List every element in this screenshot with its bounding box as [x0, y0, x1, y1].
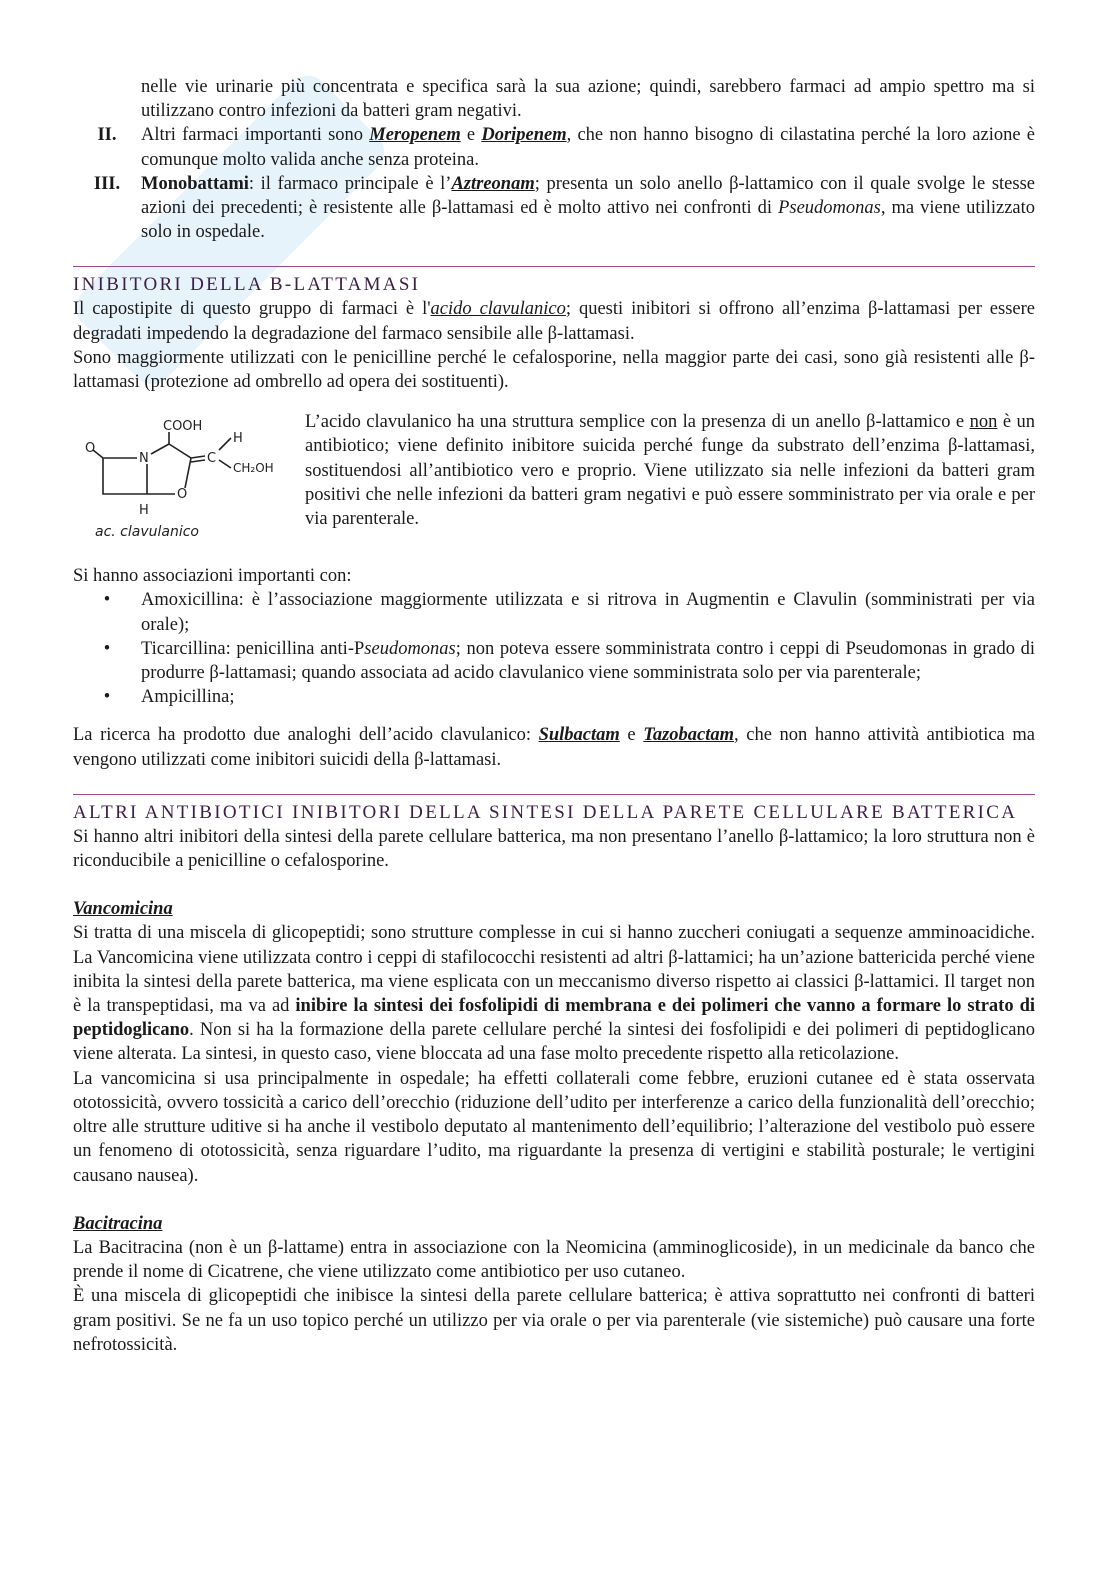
paragraph: La vancomicina si usa principalmente in ospedale; ha effetti collaterali come febbre, eruzioni cutanee ed è stata osservata ototossicità, ovvero tossicità a carico dell’orecchio (riduzione dell’udito per interferenze a carico della funzionalità dell’orecchio; oltre alle strutture uditive si ha anche il vestibolo deputato al mantenimento dell’equilibrio; l’alterazione del vestibolo può essere un fenomeno di ototossicità, senza riguardare l’udito, ma riguardante la presenza di vertigini e stabilità posturale; le vertigini causano nausea). [73, 1068, 1035, 1186]
paragraph: È una miscela di glicopeptidi che inibisce la sintesi della parete cellulare batterica; è attiva soprattutto nei confronti di batteri gram positivi. Se ne fa un uso topico perché un utilizzo per via orale o per via parenterale (vie sistemiche) può causare una forte nefrotossicità. [73, 1286, 1035, 1355]
term: Monobattami [141, 173, 249, 194]
list-item [73, 172, 1035, 245]
bullet-icon: • [103, 638, 111, 659]
text: Amoxicillina: è l’associazione maggiormente utilizzata e si ritrova in Augmentin e Clavulin (somministrati per via orale); [141, 590, 1035, 635]
list-item [73, 588, 1035, 636]
drug-name: Aztreonam [451, 173, 535, 194]
text: ; non poteva essere somministrata contro i ceppi di Pseudomonas in grado di produrre β-lattamasi; quando associata ad acido clavulanico viene somministrata solo per via parenterale; [141, 638, 1035, 684]
paragraph: Sono maggiormente utilizzati con le penicilline perché le cefalosporine, nella maggior parte dei casi, sono già resistenti alle β-lattamasi (protezione ad ombrello ad opera dei sostituenti). [73, 347, 1035, 393]
paragraph: Si hanno altri inibitori della sintesi della parete cellulare batterica, ma non presentano l’anello β-lattamico; la loro struttura non è riconducibile a penicilline o cefalosporine. [73, 826, 1035, 872]
svg-text:N: N [139, 451, 149, 467]
paragraph: La Bacitracina (non è un β-lattame) entra in associazione con la Neomicina (amminoglicoside), in un medicinale da banco che prende il nome di Cicatrene, che viene utilizzato come antibiotico per uso cutaneo. [73, 1237, 1035, 1283]
figure [73, 410, 1035, 540]
bullet-icon: • [103, 687, 111, 708]
paragraph: Si hanno associazioni importanti con: [73, 566, 352, 587]
list-item [73, 123, 1035, 171]
drug-name: Doripenem [481, 125, 567, 146]
text: , ma viene utilizzato solo in ospedale. [141, 198, 1036, 243]
text: : il farmaco principale è l’ [248, 173, 452, 194]
text: seudomonas [364, 638, 456, 659]
paragraph [73, 921, 1035, 1066]
svg-text:O: O [85, 441, 96, 457]
text: Pseudomonas [778, 198, 881, 219]
list-number: III. [93, 173, 121, 194]
text: , che non hanno attività antibiotica ma vengono utilizzati come inibitori suicidi della β-lattamasi. [73, 725, 1035, 770]
text: è un antibiotico; viene definito inibitore suicida perché funge da substrato dell’enzima β-lattamasi, sostituendosi all’antibiotico vero e proprio. Viene utilizzato sia nelle infezioni da batteri gram positivi che nelle infezioni da batteri gram negativi e può essere somministrato per via orale e per via parenterale. [305, 412, 1035, 530]
drug-name: Tazobactam [643, 725, 735, 746]
svg-text:O: O [177, 487, 188, 503]
clavulanic-acid-structure-image [73, 410, 305, 540]
paragraph [73, 723, 1035, 771]
svg-text:COOH: COOH [163, 419, 203, 435]
text: ; presenta un solo anello β-lattamico con il quale svolge le stesse azioni dei precedenti; è resistente alle β-lattamasi ed è molto attivo nei confronti di [141, 173, 1035, 219]
subheading: Vancomicina [73, 899, 173, 920]
text: . Non si ha la formazione della parete cellulare perché la sintesi dei fosfolipidi e dei polimeri di peptidoglicano viene alterata. La sintesi, in questo caso, viene bloccata ad una fase molto precedente rispetto alla reticolazione. [73, 1020, 1035, 1065]
text: e [619, 725, 644, 746]
bullet-icon: • [103, 590, 111, 611]
svg-text:C: C [207, 451, 217, 467]
list-number: II. [97, 125, 117, 146]
svg-text:H: H [233, 431, 243, 447]
text: La ricerca ha prodotto due analoghi dell’acido clavulanico: [73, 725, 539, 746]
text: non [969, 412, 998, 433]
text: Si tratta di una miscela di glicopeptidi; sono strutture complesse in cui si hanno zuccheri coniugati a sequenze amminoacidiche. La Vancomicina viene utilizzata contro i ceppi di stafilococchi resistenti ad altri β-lattamici; ha un’azione battericida perché viene inibita la sintesi della parete batterica, ma viene esplicata con un meccanismo diverso rispetto ai classici β-lattamici. Il target non è la transpeptidasi, ma va ad [73, 923, 1035, 1017]
text: acido clavulanico [430, 299, 566, 320]
text: Ticarcillina: penicillina anti-P [141, 638, 365, 659]
text: e [460, 125, 482, 146]
drug-name: Sulbactam [538, 725, 620, 746]
figure-text [305, 410, 1035, 540]
section-heading: ALTRI ANTIBIOTICI INIBITORI DELLA SINTESI DELLA PARETE CELLULARE BATTERICA [73, 794, 1035, 825]
list-item [73, 685, 1035, 709]
intro-paragraph: nelle vie urinarie più concentrata e specifica sarà la sua azione; quindi, sarebbero farmaci ad ampio spettro ma si utilizzano contro infezioni da batteri gram negativi. [141, 77, 1035, 122]
subheading: Bacitracina [73, 1213, 163, 1234]
drug-name: Meropenem [369, 125, 461, 146]
svg-text:H: H [139, 503, 149, 519]
figure-caption: ac. clavulanico [95, 524, 199, 541]
text: Ampicillina; [141, 687, 235, 708]
svg-text:CH₂OH: CH₂OH [233, 461, 274, 476]
text: Il capostipite di questo gruppo di farmaci è l' [73, 299, 431, 320]
text: Altri farmaci importanti sono [141, 125, 370, 146]
text: L’acido clavulanico ha una struttura semplice con la presenza di un anello β-lattamico e [305, 412, 970, 433]
text: , che non hanno bisogno di cilastatina perché la loro azione è comunque molto valida anche senza proteina. [141, 125, 1035, 170]
list-item [73, 637, 1035, 685]
text: inibire la sintesi dei fosfolipidi di membrana e dei polimeri che vanno a formare lo strato di peptidoglicano [73, 996, 1036, 1041]
paragraph [73, 297, 1035, 345]
section-heading: INIBITORI DELLA B-LATTAMASI [73, 266, 1035, 297]
text: ; questi inibitori si offrono all’enzima β-lattamasi per essere degradati impedendo la degradazione del farmaco sensibile alle β-lattamasi. [73, 299, 1035, 344]
